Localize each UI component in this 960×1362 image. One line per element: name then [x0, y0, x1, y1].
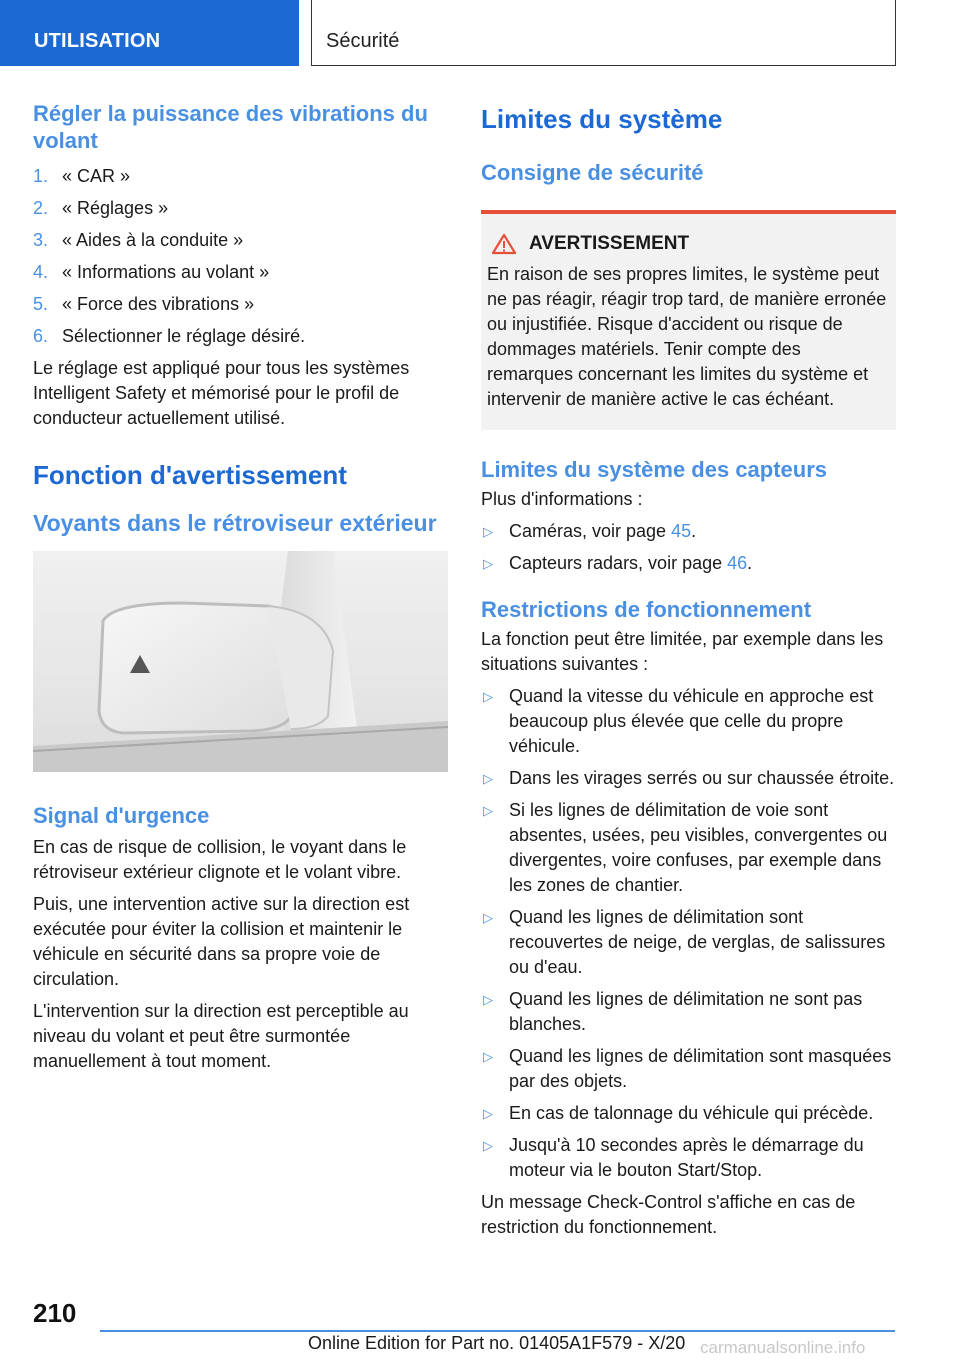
vibration-heading: Régler la puissance des vibrations du volant	[33, 101, 428, 153]
warning-box	[481, 210, 896, 430]
step-text: « Force des vibrations »	[62, 294, 255, 314]
sensor-item-end: .	[747, 553, 753, 573]
sensor-heading: Limites du système des capteurs	[481, 457, 828, 482]
warning-label: AVERTISSEMENT	[529, 233, 690, 254]
step-text: « Aides à la conduite »	[62, 230, 244, 250]
step-number: 6.	[33, 326, 49, 346]
warning-title	[487, 232, 888, 256]
section-label: UTILISATION	[34, 30, 161, 52]
restriction-text: Si les lignes de délimitation de voie sont absentes, usées, peu visibles, convergentes ou divergentes, voire confuses, par exemple dans les zones de chantier.	[509, 800, 888, 895]
mirror-illustration	[33, 551, 448, 772]
step-item	[33, 164, 448, 189]
step-number: 1.	[33, 166, 49, 186]
step-item	[33, 196, 448, 221]
check-control-text: Un message Check-Control s'affiche en cas de restriction du fonctionnement.	[481, 1192, 856, 1237]
triangle-bullet-icon: ▷	[483, 524, 493, 539]
section-tab	[0, 0, 299, 66]
warning-triangle-icon	[491, 233, 517, 255]
restrictions-intro: La fonction peut être limitée, par exemple dans les situations suivantes :	[481, 629, 884, 674]
more-info: Plus d'informations :	[481, 489, 643, 509]
sensor-item	[481, 519, 896, 544]
step-text: « Réglages »	[62, 198, 169, 218]
restriction-item	[481, 987, 896, 1037]
restriction-item	[481, 1101, 896, 1126]
sensor-item-end: .	[691, 521, 697, 541]
urgent-paragraph-2: Puis, une intervention active sur la direction est exécutée pour éviter la collision et maintenir le véhicule en sécurité dans sa propre voie de circulation.	[33, 894, 410, 989]
triangle-bullet-icon: ▷	[483, 1106, 493, 1121]
triangle-bullet-icon: ▷	[483, 689, 493, 704]
step-item	[33, 324, 448, 349]
step-text: « Informations au volant »	[62, 262, 270, 282]
triangle-bullet-icon: ▷	[483, 1049, 493, 1064]
restriction-text: Jusqu'à 10 secondes après le démarrage du moteur via le bouton Start/Stop.	[509, 1135, 864, 1180]
triangle-bullet-icon: ▷	[483, 556, 493, 571]
page-number: 210	[33, 1298, 77, 1328]
chapter-label: Sécurité	[326, 30, 400, 52]
restriction-text: En cas de talonnage du véhicule qui précède.	[509, 1103, 874, 1123]
triangle-bullet-icon: ▷	[483, 992, 493, 1007]
step-item	[33, 260, 448, 285]
safety-heading: Consigne de sécurité	[481, 160, 704, 185]
urgent-paragraph-3: L'intervention sur la direction est perceptible au niveau du volant et peut être surmontée manuellement à tout moment.	[33, 1001, 409, 1071]
urgent-paragraph-1: En cas de risque de collision, le voyant dans le rétroviseur extérieur clignote et le volant vibre.	[33, 837, 407, 882]
watermark: carmanualsonline.info	[700, 1338, 866, 1357]
triangle-bullet-icon: ▷	[483, 771, 493, 786]
restriction-item	[481, 766, 896, 791]
restriction-item	[481, 1133, 896, 1183]
mirror-image	[33, 551, 448, 772]
step-number: 3.	[33, 230, 49, 250]
edition-text: Online Edition for Part no. 01405A1F579 - X/20	[308, 1333, 686, 1353]
sensor-item-text	[509, 519, 696, 544]
sensor-item	[481, 551, 896, 576]
restriction-item	[481, 684, 896, 759]
restriction-text: Quand les lignes de délimitation sont masquées par des objets.	[509, 1046, 892, 1091]
step-item	[33, 228, 448, 253]
restrictions-list	[481, 684, 896, 1183]
restrictions-heading: Restrictions de fonctionnement	[481, 597, 812, 622]
page-link[interactable]: 46	[727, 553, 748, 573]
sensor-item-label: Capteurs radars, voir page	[509, 553, 728, 573]
sensor-list	[481, 519, 896, 576]
triangle-bullet-icon: ▷	[483, 910, 493, 925]
restriction-text: Quand les lignes de délimitation sont recouvertes de neige, de verglas, de salissures ou d'eau.	[509, 907, 886, 977]
step-number: 5.	[33, 294, 49, 314]
warning-function-heading: Fonction d'avertissement	[33, 460, 347, 490]
page-link[interactable]: 45	[671, 521, 692, 541]
restriction-text: Dans les virages serrés ou sur chaussée étroite.	[509, 768, 895, 788]
step-list	[33, 164, 448, 349]
sensor-item-text	[509, 551, 752, 576]
triangle-bullet-icon: ▷	[483, 1138, 493, 1153]
limits-heading: Limites du système	[481, 104, 723, 134]
step-number: 4.	[33, 262, 49, 282]
step-text: Sélectionner le réglage désiré.	[62, 326, 306, 346]
warning-text: En raison de ses propres limites, le système peut ne pas réagir, réagir trop tard, de manière erronée ou injustifiée. Risque d'accident ou risque de dommages matériels. Tenir compte des remarques concernant les limites du système et intervenir de manière active le cas échéant.	[487, 264, 887, 409]
sensor-item-label: Caméras, voir page	[509, 521, 672, 541]
restriction-text: Quand les lignes de délimitation ne sont pas blanches.	[509, 989, 863, 1034]
right-column	[481, 100, 896, 1240]
chapter-header	[311, 0, 896, 66]
restriction-item	[481, 798, 896, 898]
urgent-heading: Signal d'urgence	[33, 803, 210, 828]
step-text: « CAR »	[62, 166, 131, 186]
restriction-text: Quand la vitesse du véhicule en approche est beaucoup plus élevée que celle du propre véhicule.	[509, 686, 874, 756]
restriction-item	[481, 905, 896, 980]
applied-text: Le réglage est appliqué pour tous les systèmes Intelligent Safety et mémorisé pour le profil de conducteur actuellement utilisé.	[33, 358, 410, 428]
step-item	[33, 292, 448, 317]
restriction-item	[481, 1044, 896, 1094]
footer-rule	[100, 1330, 895, 1332]
step-number: 2.	[33, 198, 49, 218]
mirror-heading: Voyants dans le rétroviseur extérieur	[33, 510, 437, 536]
triangle-bullet-icon: ▷	[483, 803, 493, 818]
left-column	[33, 100, 448, 1074]
